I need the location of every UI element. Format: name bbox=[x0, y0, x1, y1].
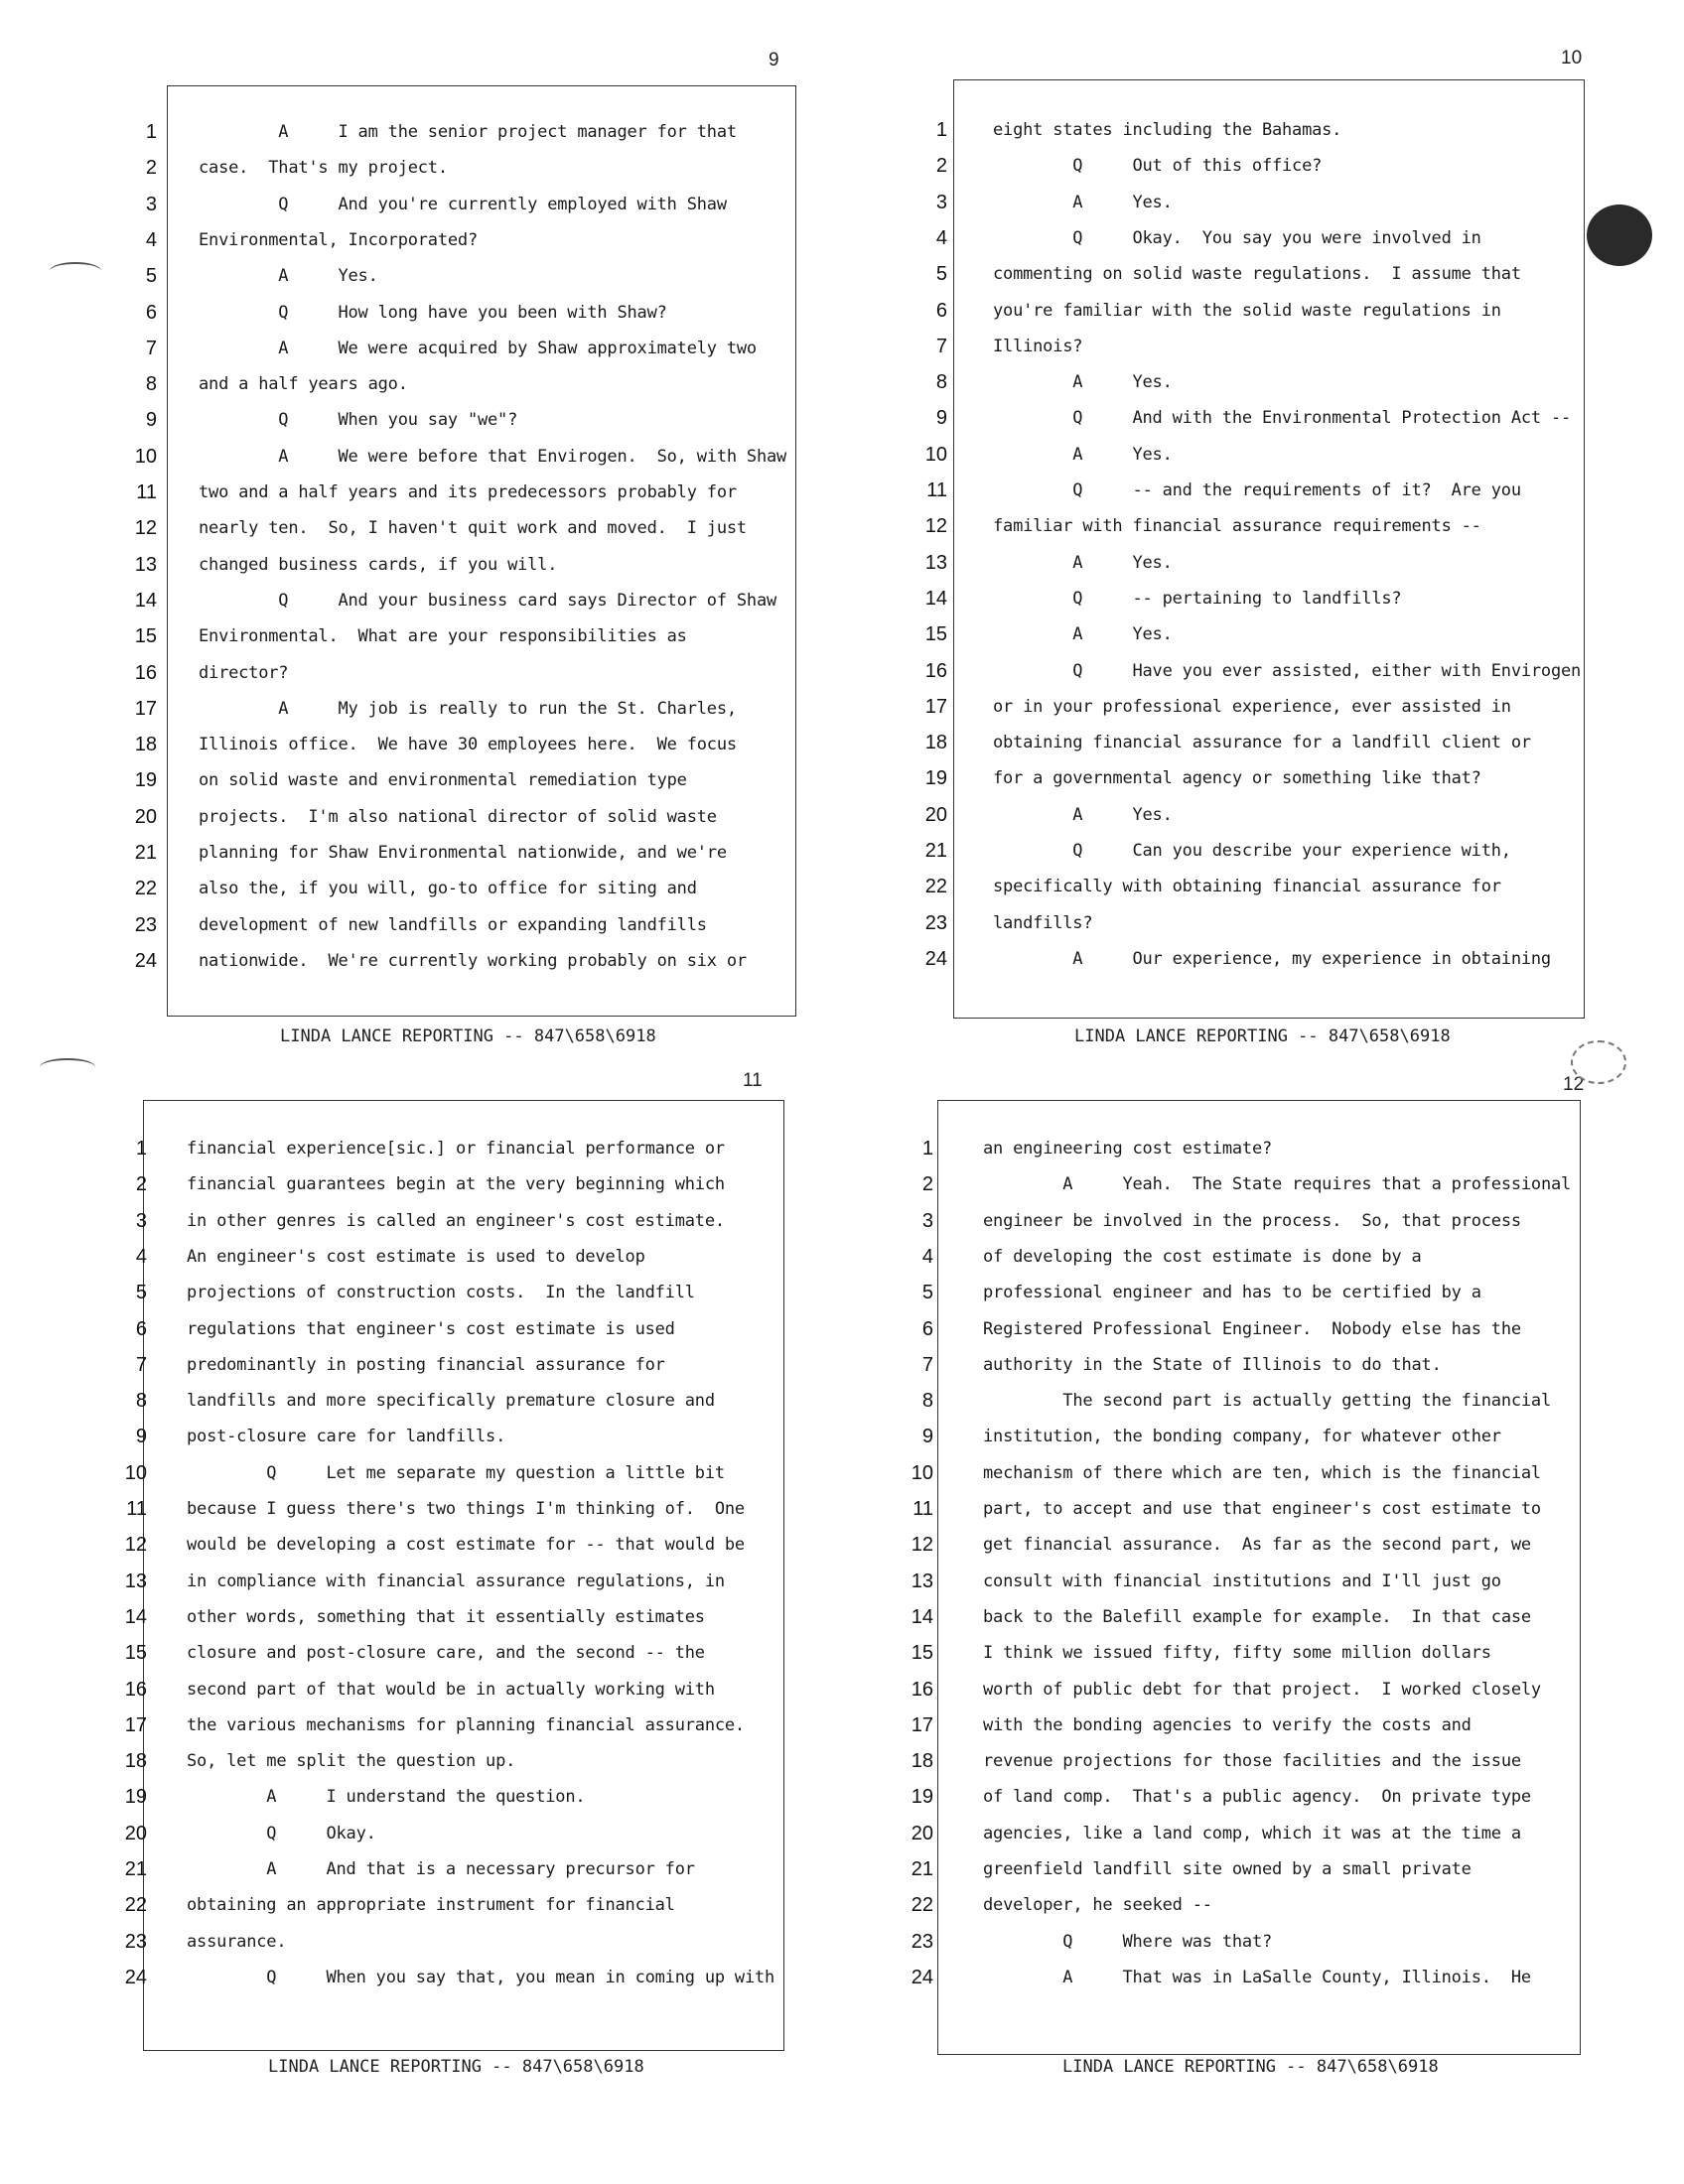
transcript-line-text: Q When you say "we"? bbox=[199, 410, 518, 430]
line-number: 20 bbox=[134, 806, 157, 828]
transcript-line-text: An engineer's cost estimate is used to develop bbox=[187, 1247, 645, 1267]
line-number: 13 bbox=[911, 1570, 933, 1592]
line-number: 3 bbox=[921, 1210, 933, 1232]
line-number: 4 bbox=[935, 227, 947, 249]
transcript-line-text: A Yes. bbox=[993, 553, 1173, 573]
page-number: 10 bbox=[1561, 48, 1583, 68]
transcript-line-text: greenfield landfill site owned by a small private bbox=[983, 1859, 1472, 1879]
line-number: 22 bbox=[134, 878, 157, 899]
line-number: 21 bbox=[911, 1858, 933, 1880]
transcript-line-text: A Yes. bbox=[993, 624, 1173, 644]
line-number: 14 bbox=[124, 1606, 147, 1628]
line-number: 11 bbox=[126, 1498, 147, 1520]
line-number: 16 bbox=[124, 1679, 147, 1701]
transcript-line-text: would be developing a cost estimate for -- that would be bbox=[187, 1535, 745, 1555]
line-number: 3 bbox=[135, 1210, 147, 1232]
line-number: 17 bbox=[124, 1714, 147, 1736]
line-number: 6 bbox=[135, 1318, 147, 1340]
line-number: 20 bbox=[924, 804, 947, 826]
transcript-line-text: projections of construction costs. In the landfill bbox=[187, 1283, 695, 1302]
transcript-line-text: in other genres is called an engineer's cost estimate. bbox=[187, 1211, 725, 1231]
line-number: 16 bbox=[911, 1679, 933, 1701]
transcript-line-text: back to the Balefill example for example. In that case bbox=[983, 1607, 1531, 1627]
line-number: 1 bbox=[935, 119, 947, 141]
line-number: 14 bbox=[134, 590, 157, 612]
transcript-line-text: A And that is a necessary precursor for bbox=[187, 1859, 695, 1879]
line-number: 24 bbox=[911, 1967, 933, 1988]
transcript-line-text: landfills? bbox=[993, 913, 1093, 933]
transcript-line-text: on solid waste and environmental remediation type bbox=[199, 770, 687, 790]
page-frame bbox=[167, 85, 796, 1017]
line-number: 11 bbox=[136, 481, 157, 503]
transcript-line-text: engineer be involved in the process. So, that process bbox=[983, 1211, 1521, 1231]
transcript-line-text: of land comp. That's a public agency. On private type bbox=[983, 1787, 1531, 1807]
page-footer: LINDA LANCE REPORTING -- 847\658\6918 bbox=[1062, 2057, 1439, 2077]
transcript-line-text: two and a half years and its predecessors probably for bbox=[199, 482, 737, 502]
transcript-line-text: consult with financial institutions and I'll just go bbox=[983, 1571, 1501, 1591]
transcript-line-text: So, let me split the question up. bbox=[187, 1751, 516, 1771]
transcript-line-text: for a governmental agency or something like that? bbox=[993, 768, 1481, 788]
line-number: 13 bbox=[924, 552, 947, 574]
line-number: 19 bbox=[124, 1786, 147, 1808]
line-number: 13 bbox=[124, 1570, 147, 1592]
line-number: 12 bbox=[911, 1534, 933, 1556]
transcript-line-text: Q And you're currently employed with Shaw bbox=[199, 195, 727, 214]
transcript-line-text: A Our experience, my experience in obtaining bbox=[993, 949, 1551, 969]
transcript-line-text: A Yes. bbox=[993, 445, 1173, 465]
transcript-line-text: specifically with obtaining financial assurance for bbox=[993, 877, 1501, 896]
line-number: 4 bbox=[921, 1246, 933, 1268]
line-number: 19 bbox=[134, 769, 157, 791]
line-number: 7 bbox=[921, 1354, 933, 1376]
transcript-line-text: Q When you say that, you mean in coming up with bbox=[187, 1968, 775, 1987]
transcript-line-text: assurance. bbox=[187, 1932, 287, 1952]
line-number: 1 bbox=[921, 1138, 933, 1160]
line-number: 1 bbox=[145, 121, 157, 143]
line-number: 17 bbox=[924, 696, 947, 718]
transcript-line-text: of developing the cost estimate is done by a bbox=[983, 1247, 1422, 1267]
transcript-line-text: I think we issued fifty, fifty some million dollars bbox=[983, 1643, 1491, 1663]
transcript-line-text: A That was in LaSalle County, Illinois. He bbox=[983, 1968, 1531, 1987]
line-number: 9 bbox=[145, 409, 157, 431]
transcript-line-text: Q Can you describe your experience with, bbox=[993, 841, 1511, 861]
transcript-line-text: Q And with the Environmental Protection Act -- bbox=[993, 408, 1572, 428]
transcript-line-text: A Yes. bbox=[993, 372, 1173, 392]
transcript-line-text: and a half years ago. bbox=[199, 374, 408, 394]
line-number: 2 bbox=[921, 1173, 933, 1195]
line-number: 5 bbox=[145, 265, 157, 287]
transcript-line-text: Q Out of this office? bbox=[993, 156, 1323, 176]
transcript-line-text: The second part is actually getting the financial bbox=[983, 1391, 1551, 1411]
transcript-line-text: predominantly in posting financial assurance for bbox=[187, 1355, 665, 1375]
line-number: 19 bbox=[911, 1786, 933, 1808]
transcript-line-text: Q -- pertaining to landfills? bbox=[993, 589, 1402, 609]
line-number: 20 bbox=[124, 1823, 147, 1844]
line-number: 11 bbox=[926, 479, 947, 501]
stamp-mark bbox=[1571, 1040, 1626, 1084]
page-number: 9 bbox=[769, 50, 779, 70]
line-number: 2 bbox=[135, 1173, 147, 1195]
line-number: 12 bbox=[924, 515, 947, 537]
line-number: 8 bbox=[935, 371, 947, 393]
line-number: 3 bbox=[935, 192, 947, 213]
line-number: 5 bbox=[935, 263, 947, 285]
line-number: 24 bbox=[924, 948, 947, 970]
line-number: 15 bbox=[134, 625, 157, 647]
transcript-line-text: director? bbox=[199, 663, 289, 683]
line-number: 21 bbox=[924, 840, 947, 862]
transcript-line-text: familiar with financial assurance requirements -- bbox=[993, 516, 1481, 536]
line-number: 22 bbox=[924, 876, 947, 897]
line-number: 1 bbox=[135, 1138, 147, 1160]
line-number: 5 bbox=[921, 1282, 933, 1303]
line-number: 8 bbox=[145, 373, 157, 395]
line-number: 10 bbox=[924, 444, 947, 466]
transcript-line-text: developer, he seeked -- bbox=[983, 1895, 1212, 1915]
transcript-line-text: Registered Professional Engineer. Nobody else has the bbox=[983, 1319, 1521, 1339]
transcript-line-text: A I understand the question. bbox=[187, 1787, 586, 1807]
line-number: 11 bbox=[912, 1498, 933, 1520]
transcript-line-text: Q And your business card says Director of Shaw bbox=[199, 591, 777, 611]
transcript-line-text: nearly ten. So, I haven't quit work and moved. I just bbox=[199, 518, 747, 538]
scan-mark bbox=[40, 1058, 95, 1076]
line-number: 15 bbox=[924, 623, 947, 645]
line-number: 7 bbox=[935, 336, 947, 357]
line-number: 7 bbox=[145, 338, 157, 359]
transcript-line-text: A Yes. bbox=[993, 193, 1173, 212]
line-number: 10 bbox=[124, 1462, 147, 1484]
transcript-line-text: you're familiar with the solid waste regulations in bbox=[993, 301, 1501, 321]
line-number: 18 bbox=[134, 734, 157, 755]
line-number: 6 bbox=[921, 1318, 933, 1340]
line-number: 21 bbox=[124, 1858, 147, 1880]
page-footer: LINDA LANCE REPORTING -- 847\658\6918 bbox=[1074, 1026, 1451, 1046]
line-number: 14 bbox=[911, 1606, 933, 1628]
line-number: 9 bbox=[135, 1426, 147, 1447]
line-number: 12 bbox=[124, 1534, 147, 1556]
line-number: 10 bbox=[911, 1462, 933, 1484]
transcript-line-text: projects. I'm also national director of solid waste bbox=[199, 807, 717, 827]
page-footer: LINDA LANCE REPORTING -- 847\658\6918 bbox=[268, 2057, 644, 2077]
line-number: 17 bbox=[134, 698, 157, 720]
transcript-line-text: A Yes. bbox=[199, 266, 378, 286]
line-number: 9 bbox=[935, 407, 947, 429]
transcript-line-text: obtaining an appropriate instrument for financial bbox=[187, 1895, 675, 1915]
transcript-line-text: financial guarantees begin at the very beginning which bbox=[187, 1174, 725, 1194]
transcript-line-text: post-closure care for landfills. bbox=[187, 1427, 506, 1446]
transcript-line-text: Q Have you ever assisted, either with Envirogen bbox=[993, 661, 1582, 681]
binder-hole-mark bbox=[1587, 205, 1652, 266]
line-number: 23 bbox=[134, 914, 157, 936]
line-number: 8 bbox=[921, 1390, 933, 1412]
transcript-line-text: changed business cards, if you will. bbox=[199, 555, 558, 575]
transcript-line-text: A My job is really to run the St. Charles, bbox=[199, 699, 737, 719]
transcript-line-text: revenue projections for those facilities and the issue bbox=[983, 1751, 1521, 1771]
line-number: 16 bbox=[134, 662, 157, 684]
transcript-line-text: mechanism of there which are ten, which is the financial bbox=[983, 1463, 1541, 1483]
transcript-line-text: agencies, like a land comp, which it was at the time a bbox=[983, 1824, 1521, 1843]
transcript-line-text: part, to accept and use that engineer's cost estimate to bbox=[983, 1499, 1541, 1519]
transcript-line-text: A I am the senior project manager for that bbox=[199, 122, 737, 142]
line-number: 2 bbox=[145, 157, 157, 179]
page-footer: LINDA LANCE REPORTING -- 847\658\6918 bbox=[280, 1026, 656, 1046]
line-number: 12 bbox=[134, 517, 157, 539]
transcript-line-text: in compliance with financial assurance regulations, in bbox=[187, 1571, 725, 1591]
line-number: 10 bbox=[134, 446, 157, 468]
transcript-line-text: an engineering cost estimate? bbox=[983, 1139, 1273, 1159]
transcript-line-text: because I guess there's two things I'm thinking of. One bbox=[187, 1499, 745, 1519]
transcript-line-text: or in your professional experience, ever assisted in bbox=[993, 697, 1511, 717]
transcript-line-text: Q Okay. You say you were involved in bbox=[993, 228, 1481, 248]
line-number: 16 bbox=[924, 660, 947, 682]
transcript-line-text: A Yeah. The State requires that a professional bbox=[983, 1174, 1572, 1194]
transcript-line-text: obtaining financial assurance for a landfill client or bbox=[993, 733, 1531, 752]
transcript-line-text: institution, the bonding company, for whatever other bbox=[983, 1427, 1501, 1446]
transcript-line-text: Q How long have you been with Shaw? bbox=[199, 303, 667, 323]
transcript-line-text: Q -- and the requirements of it? Are you bbox=[993, 480, 1521, 500]
line-number: 8 bbox=[135, 1390, 147, 1412]
line-number: 7 bbox=[135, 1354, 147, 1376]
line-number: 13 bbox=[134, 554, 157, 576]
transcript-line-text: closure and post-closure care, and the second -- the bbox=[187, 1643, 705, 1663]
line-number: 9 bbox=[921, 1426, 933, 1447]
transcript-line-text: eight states including the Bahamas. bbox=[993, 120, 1342, 140]
line-number: 22 bbox=[911, 1894, 933, 1916]
line-number: 15 bbox=[124, 1642, 147, 1664]
transcript-line-text: commenting on solid waste regulations. I assume that bbox=[993, 264, 1521, 284]
line-number: 3 bbox=[145, 194, 157, 215]
transcript-line-text: nationwide. We're currently working probably on six or bbox=[199, 951, 747, 971]
line-number: 6 bbox=[935, 300, 947, 322]
line-number: 18 bbox=[124, 1750, 147, 1772]
line-number: 20 bbox=[911, 1823, 933, 1844]
transcript-line-text: A Yes. bbox=[993, 805, 1173, 825]
transcript-line-text: Environmental. What are your responsibilities as bbox=[199, 626, 687, 646]
line-number: 6 bbox=[145, 302, 157, 324]
line-number: 5 bbox=[135, 1282, 147, 1303]
transcript-line-text: Q Okay. bbox=[187, 1824, 376, 1843]
transcript-line-text: with the bonding agencies to verify the costs and bbox=[983, 1715, 1472, 1735]
transcript-line-text: also the, if you will, go-to office for siting and bbox=[199, 879, 697, 898]
line-number: 4 bbox=[135, 1246, 147, 1268]
transcript-line-text: authority in the State of Illinois to do that. bbox=[983, 1355, 1442, 1375]
transcript-line-text: get financial assurance. As far as the second part, we bbox=[983, 1535, 1531, 1555]
line-number: 17 bbox=[911, 1714, 933, 1736]
transcript-line-text: Q Where was that? bbox=[983, 1932, 1273, 1952]
line-number: 22 bbox=[124, 1894, 147, 1916]
transcript-line-text: other words, something that it essentially estimates bbox=[187, 1607, 705, 1627]
transcript-line-text: planning for Shaw Environmental nationwide, and we're bbox=[199, 843, 727, 863]
line-number: 24 bbox=[134, 950, 157, 972]
transcript-line-text: Environmental, Incorporated? bbox=[199, 230, 478, 250]
transcript-line-text: worth of public debt for that project. I worked closely bbox=[983, 1680, 1541, 1700]
line-number: 2 bbox=[935, 155, 947, 177]
transcript-line-text: second part of that would be in actually working with bbox=[187, 1680, 715, 1700]
transcript-line-text: development of new landfills or expanding landfills bbox=[199, 915, 707, 935]
transcript-line-text: regulations that engineer's cost estimate is used bbox=[187, 1319, 675, 1339]
transcript-line-text: Q Let me separate my question a little bit bbox=[187, 1463, 725, 1483]
transcript-line-text: Illinois? bbox=[993, 337, 1083, 356]
line-number: 24 bbox=[124, 1967, 147, 1988]
line-number: 23 bbox=[924, 912, 947, 934]
transcript-line-text: A We were acquired by Shaw approximately two bbox=[199, 339, 757, 358]
page-number: 12 bbox=[1563, 1074, 1585, 1095]
transcript-line-text: Illinois office. We have 30 employees here. We focus bbox=[199, 735, 737, 754]
line-number: 4 bbox=[145, 229, 157, 251]
page-number: 11 bbox=[743, 1070, 763, 1091]
transcript-line-text: landfills and more specifically premature closure and bbox=[187, 1391, 715, 1411]
transcript-line-text: case. That's my project. bbox=[199, 158, 448, 178]
line-number: 15 bbox=[911, 1642, 933, 1664]
transcript-line-text: professional engineer and has to be certified by a bbox=[983, 1283, 1481, 1302]
line-number: 23 bbox=[911, 1931, 933, 1953]
line-number: 18 bbox=[911, 1750, 933, 1772]
transcript-line-text: A We were before that Envirogen. So, with Shaw bbox=[199, 447, 787, 467]
line-number: 23 bbox=[124, 1931, 147, 1953]
line-number: 14 bbox=[924, 588, 947, 610]
line-number: 19 bbox=[924, 767, 947, 789]
transcript-line-text: financial experience[sic.] or financial performance or bbox=[187, 1139, 725, 1159]
line-number: 21 bbox=[134, 842, 157, 864]
transcript-line-text: the various mechanisms for planning financial assurance. bbox=[187, 1715, 745, 1735]
line-number: 18 bbox=[924, 732, 947, 753]
scan-mark bbox=[50, 262, 101, 280]
